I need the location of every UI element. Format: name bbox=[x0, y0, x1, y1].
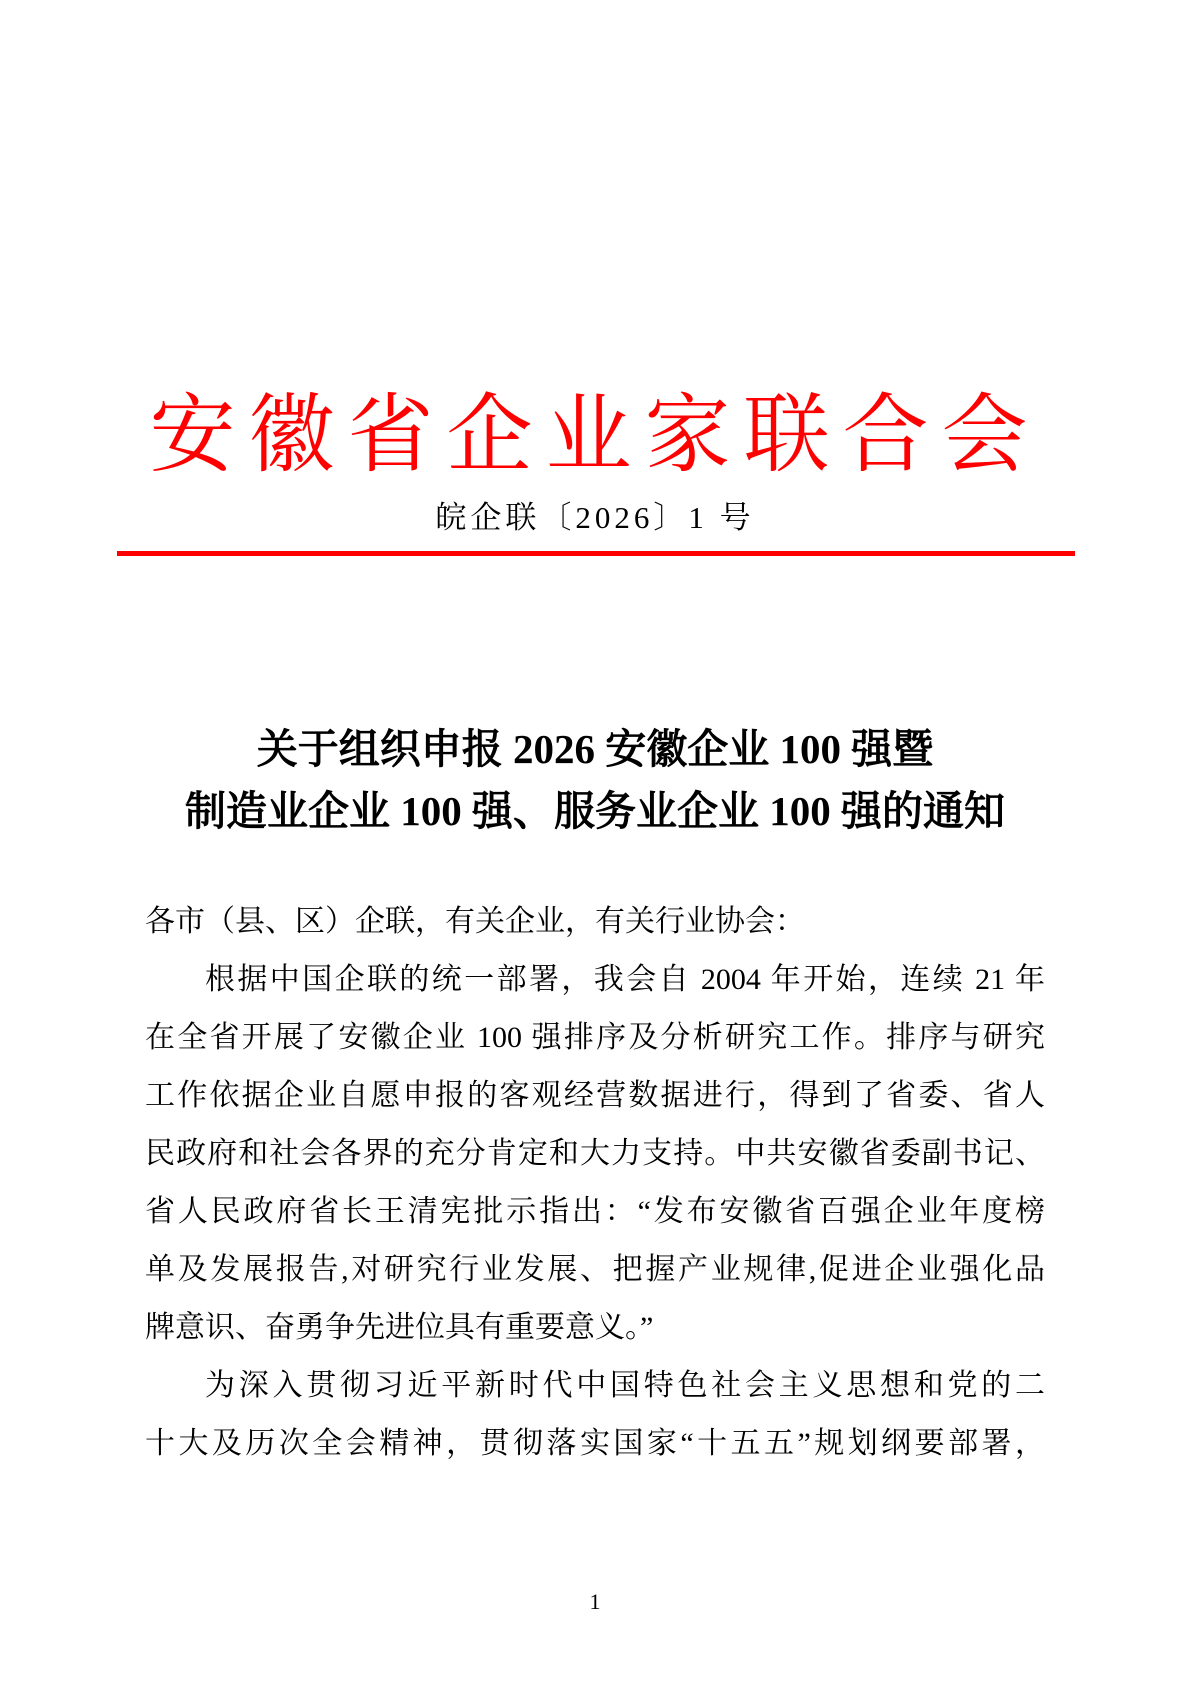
body-line: 民政府和社会各界的充分肯定和大力支持。中共安徽省委副书记、 bbox=[145, 1137, 1045, 1170]
body-line: 根据中国企联的统一部署，我会自 2004 年开始，连续 21 年 bbox=[205, 963, 1045, 996]
page-number: 1 bbox=[589, 1589, 601, 1614]
document-title bbox=[0, 718, 1190, 842]
document-body bbox=[145, 893, 1045, 1473]
body-line: 省人民政府省长王清宪批示指出：“发布安徽省百强企业年度榜 bbox=[145, 1195, 1045, 1228]
document-title-line2: 制造业企业 100 强、服务业企业 100 强的通知 bbox=[185, 788, 1005, 834]
body-line: 单及发展报告,对研究行业发展、把握产业规律,促进企业强化品 bbox=[145, 1253, 1045, 1286]
document-title-line1: 关于组织申报 2026 安徽企业 100 强暨 bbox=[256, 726, 934, 772]
body-line: 为深入贯彻习近平新时代中国特色社会主义思想和党的二 bbox=[205, 1369, 1045, 1402]
letterhead-divider-line bbox=[117, 551, 1075, 556]
body-line: 十大及历次全会精神，贯彻落实国家“十五五”规划纲要部署， bbox=[145, 1427, 1045, 1460]
body-line: 牌意识、奋勇争先进位具有重要意义。” bbox=[145, 1311, 654, 1344]
letterhead-doc-number: 皖企联〔2026〕1 号 bbox=[435, 500, 755, 535]
body-line: 在全省开展了安徽企业 100 强排序及分析研究工作。排序与研究 bbox=[145, 1021, 1045, 1054]
body-line: 各市（县、区）企联，有关企业，有关行业协会： bbox=[145, 905, 805, 938]
letterhead-org-title: 安徽省企业家联合会 bbox=[149, 387, 1041, 483]
body-line: 工作依据企业自愿申报的客观经营数据进行，得到了省委、省人 bbox=[145, 1079, 1045, 1112]
